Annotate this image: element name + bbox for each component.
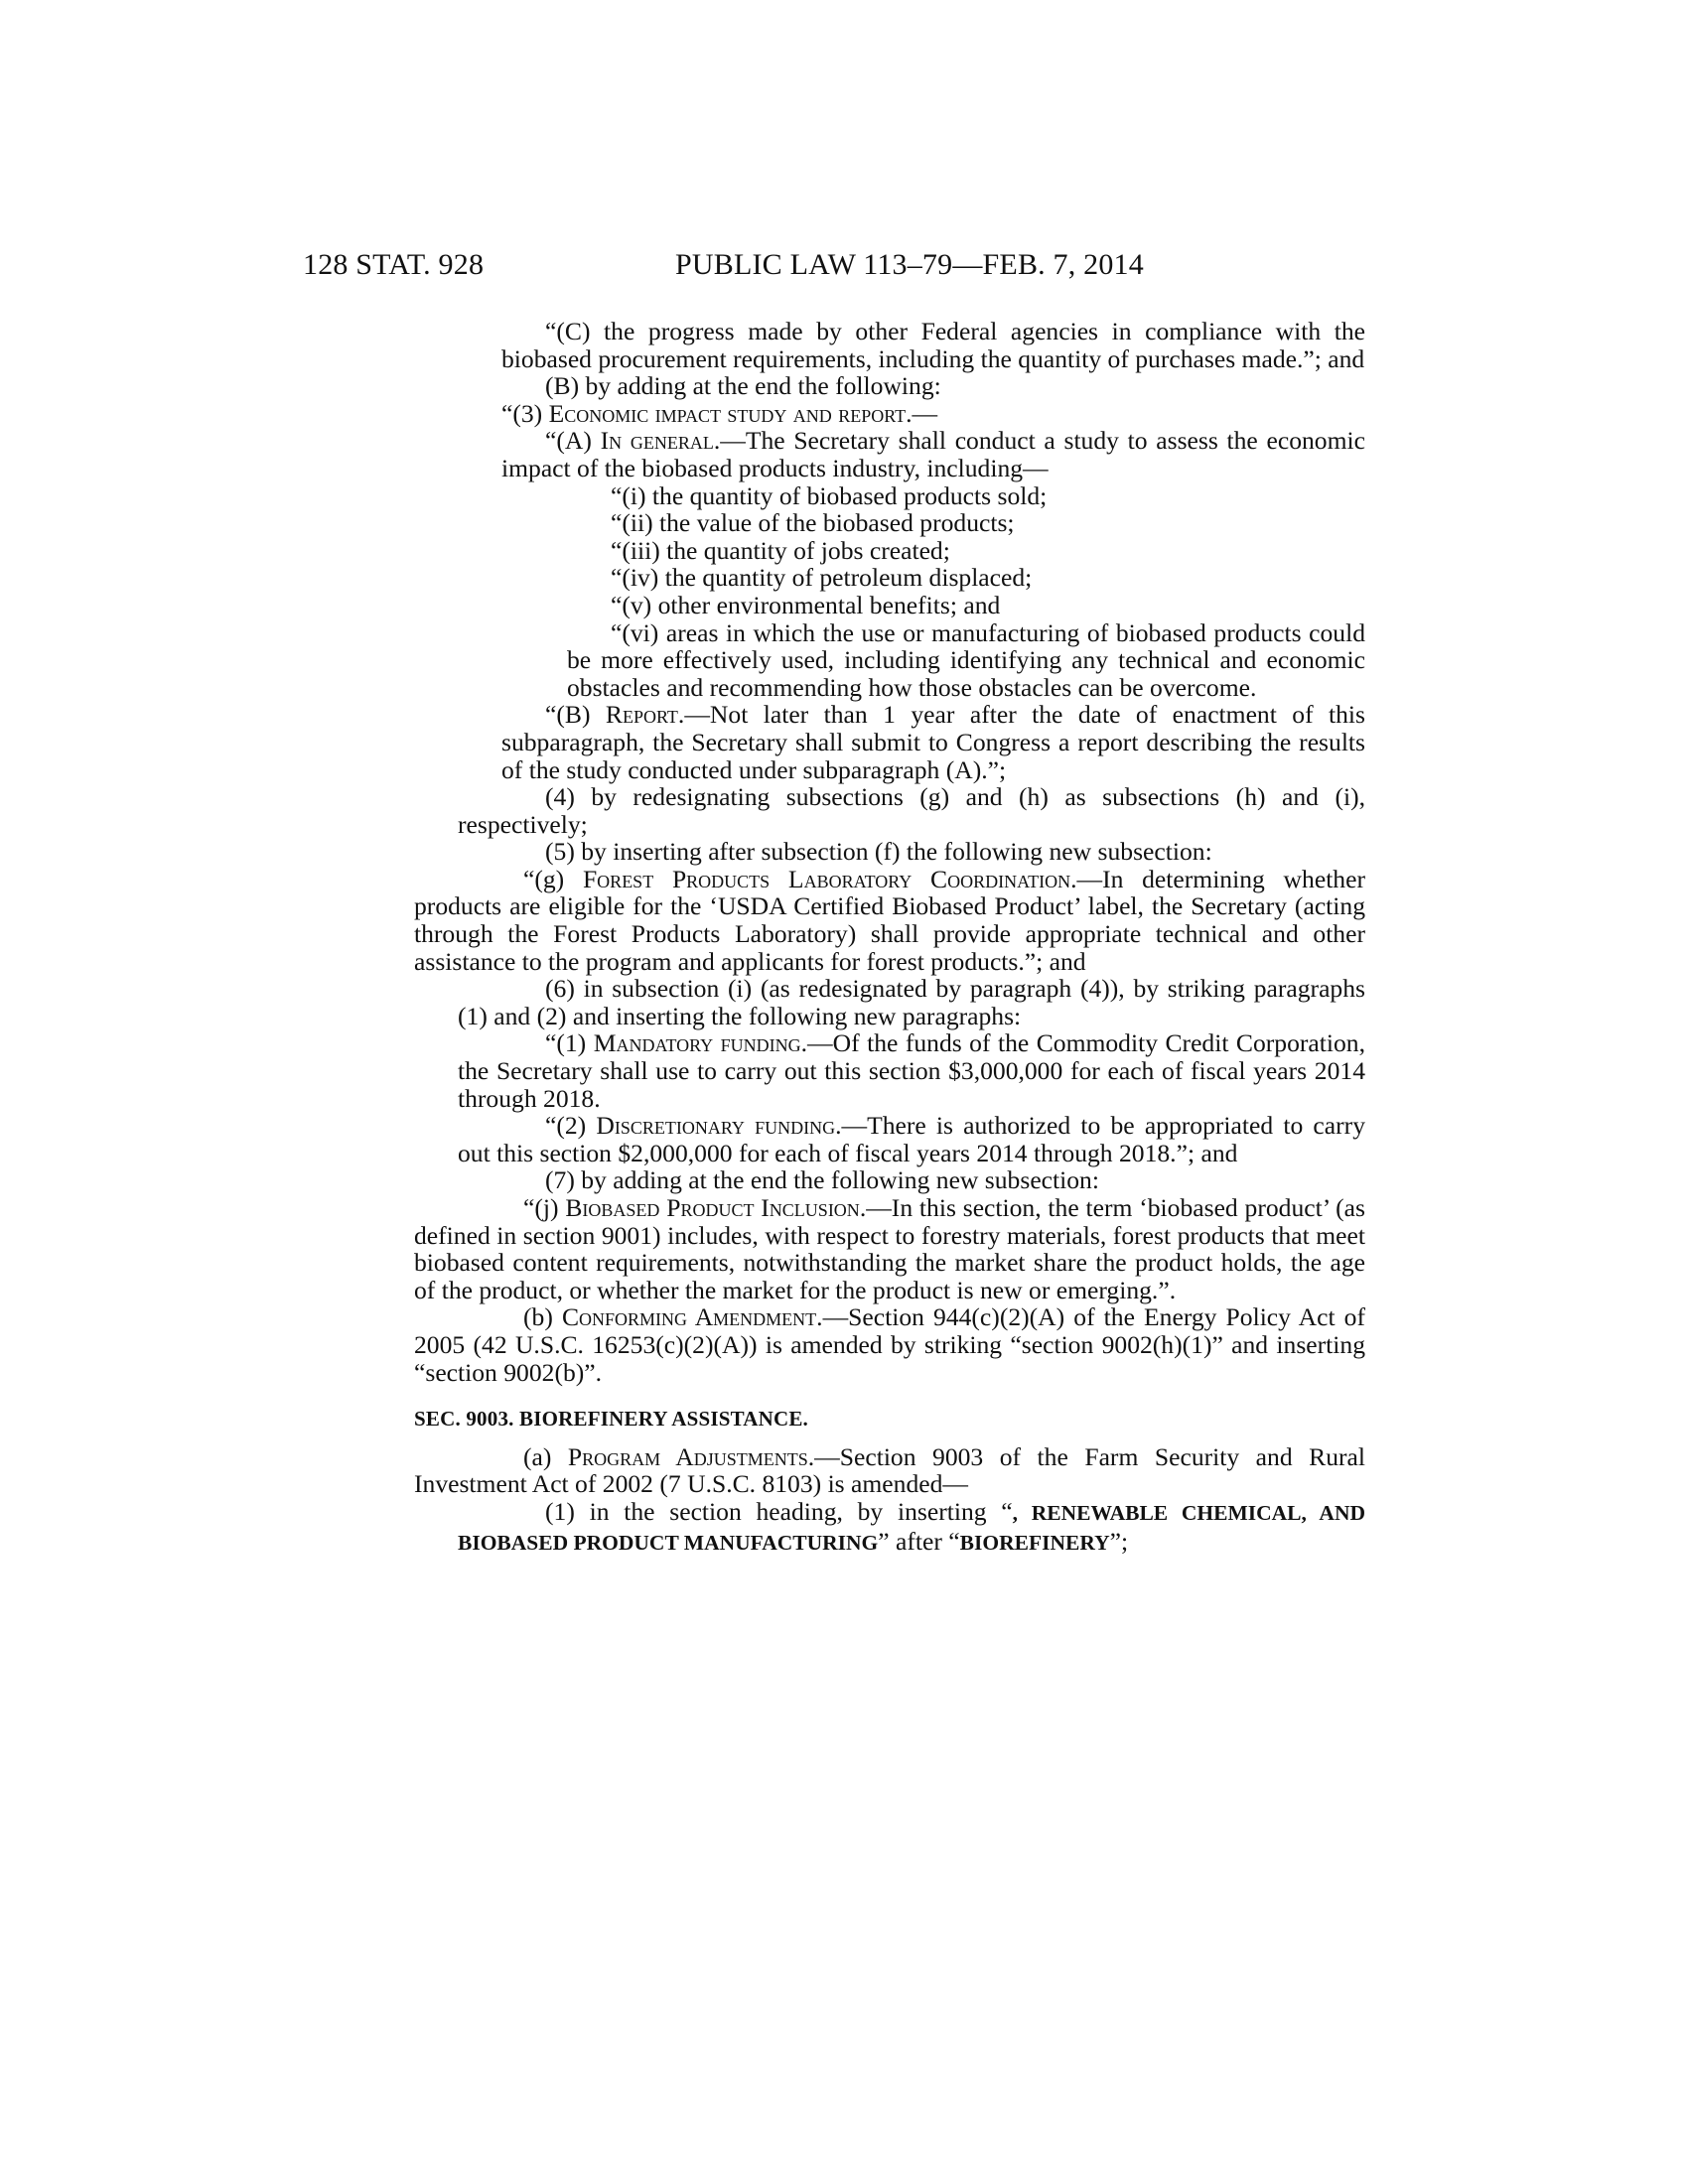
item-iv: “(iv) the quantity of petroleum displaced; xyxy=(611,563,1033,593)
para-2-discretionary-funding: “(2) Discretionary funding.—There is authorized to be appropriated to carry out this section $2,000,000 for each of fiscal years 2014 through 2018.”; and xyxy=(458,1111,1365,1167)
para-1-section-heading-insert: (1) in the section heading, by inserting “, RENEWABLE CHEMICAL, AND BIOBASED PRODUCT MANUFACTURING” after “BIOREFINERY”; xyxy=(458,1496,1365,1556)
item-i: “(i) the quantity of biobased products sold; xyxy=(611,480,1048,510)
para-7-adding: (7) by adding at the end the following new subsection: xyxy=(545,1165,1099,1195)
para-6-striking: (6) in subsection (i) (as redesignated by paragraph (4)), by striking paragraphs (1) and (2) and inserting the following new paragraphs: xyxy=(458,974,1365,1030)
para-1-mandatory-funding: “(1) Mandatory funding.—Of the funds of the Commodity Credit Corporation, the Secretary shall use to carry out this section $3,000,000 for each of fiscal years 2014 through 2018. xyxy=(458,1028,1365,1113)
clause-b-adding: (B) by adding at the end the following: xyxy=(545,371,941,401)
page-stat-reference: 128 STAT. 928 xyxy=(303,248,485,281)
item-vi: “(vi) areas in which the use or manufacturing of biobased products could be more effectively used, including identifying any technical and economic obstacles and recommending how those obstacles can be overcome. xyxy=(567,617,1365,702)
subsection-j-biobased-inclusion: “(j) Biobased Product Inclusion.—In this section, the term ‘biobased product’ (as defined in section 9001) includes, with respect to forestry materials, forest products that meet biobased content requirements, notwithstanding the market share the product holds, the age of the product, or whether the market for the product is new or emerging.”. xyxy=(414,1193,1365,1304)
page-running-title: PUBLIC LAW 113–79—FEB. 7, 2014 xyxy=(675,248,1144,281)
section-heading-9003: SEC. 9003. BIOREFINERY ASSISTANCE. xyxy=(414,1407,808,1432)
item-ii: “(ii) the value of the biobased products; xyxy=(611,508,1015,538)
subsection-b-conforming-amendment: (b) Conforming Amendment.—Section 944(c)(2)(A) of the Energy Policy Act of 2005 (42 U.S.C. 16253(c)(2)(A)) is amended by striking “section 9002(h)(1)” and inserting “section 9002(b)”. xyxy=(414,1302,1365,1387)
subpara-b-report: “(B) Report.—Not later than 1 year after the date of enactment of this subparagraph, the Secretary shall submit to Congress a report describing the results of the study conducted under subparagraph (A).”; xyxy=(501,700,1366,784)
item-iii: “(iii) the quantity of jobs created; xyxy=(611,535,950,565)
subsection-g-forest-products: “(g) Forest Products Laboratory Coordination.—In determining whether products are eligible for the ‘USDA Certified Biobased Product’ label, the Secretary (acting through the Forest Products Laboratory) shall provide appropriate technical and other assistance to the program and applicants for forest products.”; and xyxy=(414,864,1365,976)
document-body xyxy=(414,317,1366,1557)
para-4-redesignating: (4) by redesignating subsections (g) and (h) as subsections (h) and (i), respectively; xyxy=(458,782,1365,839)
heading-3-economic-impact: “(3) Economic impact study and report.— xyxy=(501,398,938,428)
subpara-a-in-general: “(A) In general.—The Secretary shall conduct a study to assess the economic impact of the biobased products industry, including— xyxy=(501,426,1365,482)
para-5-inserting: (5) by inserting after subsection (f) the following new subsection: xyxy=(545,837,1212,867)
clause-c-progress: “(C) the progress made by other Federal agencies in compliance with the biobased procurement requirements, including the quantity of purchases made.”; and xyxy=(501,317,1365,373)
item-v: “(v) other environmental benefits; and xyxy=(611,590,1001,619)
subsection-a-program-adjustments: (a) Program Adjustments.—Section 9003 of the Farm Security and Rural Investment Act of 2002 (7 U.S.C. 8103) is amended— xyxy=(414,1441,1365,1499)
